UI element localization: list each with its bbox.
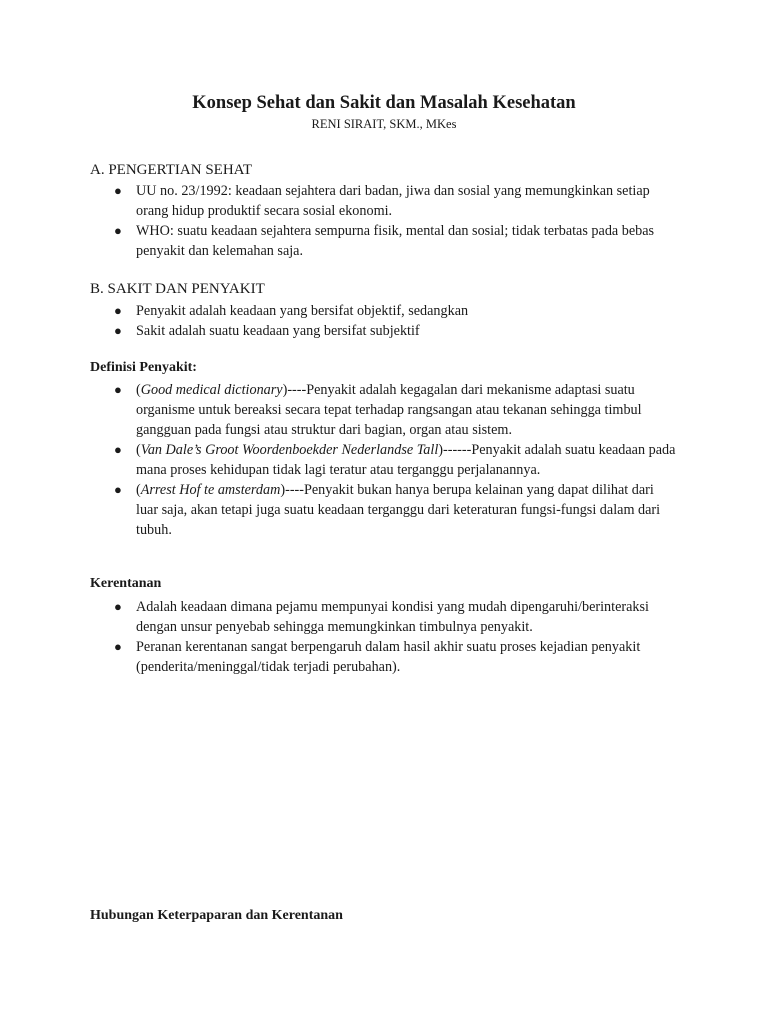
- bullet-icon: ●: [114, 223, 122, 238]
- source-name: Van Dale’s Groot Woordenboekder Nederlandse Tall: [140, 442, 439, 458]
- list-item: ● (Arrest Hof te amsterdam)----Penyakit bukan hanya berupa kelainan yang dapat dilihat dari luar saja, akan tetapi juga suatu keadaan terganggu dari keteraturan fungsi-fungsi dalam dari tubuh.: [114, 482, 661, 538]
- bullet-icon: ●: [114, 639, 122, 654]
- definisi-heading: Definisi Penyakit:: [90, 360, 197, 375]
- bullet-icon: ●: [114, 303, 122, 318]
- hubungan-heading: Hubungan Keterpaparan dan Kerentanan: [90, 908, 343, 923]
- section-b-heading: B. SAKIT DAN PENYAKIT: [90, 281, 265, 297]
- list-item: ● Adalah keadaan dimana pejamu mempunyai kondisi yang mudah dipengaruhi/berinteraksi dengan unsur penyebab sehingga memungkinkan timbulnya penyakit.: [114, 599, 649, 635]
- bullet-icon: ●: [114, 382, 122, 397]
- bullet-icon: ●: [114, 442, 122, 457]
- list-item: ● WHO: suatu keadaan sejahtera sempurna fisik, mental dan sosial; tidak terbatas pada bebas penyakit dan kelemahan saja.: [114, 223, 655, 259]
- section-a-heading: A. PENGERTIAN SEHAT: [90, 162, 253, 178]
- section-b-list: [0, 301, 768, 341]
- kerentanan-heading: Kerentanan: [90, 576, 162, 591]
- list-item: ● UU no. 23/1992: keadaan sejahtera dari badan, jiwa dan sosial yang memungkinkan setiap orang hidup produktif secara sosial ekonomi.: [114, 183, 650, 219]
- list-item: ● Sakit adalah suatu keadaan yang bersifat subjektif: [114, 323, 420, 339]
- bullet-icon: ●: [114, 482, 122, 497]
- kerentanan-list: [0, 597, 768, 677]
- definisi-list: [0, 380, 768, 540]
- section-a-list: [0, 181, 768, 261]
- list-item: ● (Van Dale’s Groot Woordenboekder Nederlandse Tall)------Penyakit adalah suatu keadaan pada mana proses kehidupan tidak lagi teratur atau terganggu perjalanannya.: [114, 442, 676, 478]
- source-name: Good medical dictionary: [140, 382, 283, 398]
- bullet-icon: ●: [114, 183, 122, 198]
- bullet-icon: ●: [114, 323, 122, 338]
- list-item: ● Penyakit adalah keadaan yang bersifat objektif, sedangkan: [114, 303, 469, 319]
- page-title: Konsep Sehat dan Sakit dan Masalah Kesehatan: [192, 93, 576, 113]
- source-name: Arrest Hof te amsterdam: [140, 482, 281, 498]
- list-item: ● Peranan kerentanan sangat berpengaruh dalam hasil akhir suatu proses kejadian penyakit (penderita/meninggal/tidak terjadi perubahan).: [114, 639, 641, 675]
- bullet-icon: ●: [114, 599, 122, 614]
- list-item: ● (Good medical dictionary)----Penyakit adalah kegagalan dari mekanisme adaptasi suatu organisme untuk bereaksi secara tepat terhadap rangsangan atau tekanan sehingga timbul gangguan pada fungsi atau struktur dari bagian, organ atau sistem.: [114, 382, 642, 438]
- author-line: RENI SIRAIT, SKM., MKes: [311, 117, 457, 131]
